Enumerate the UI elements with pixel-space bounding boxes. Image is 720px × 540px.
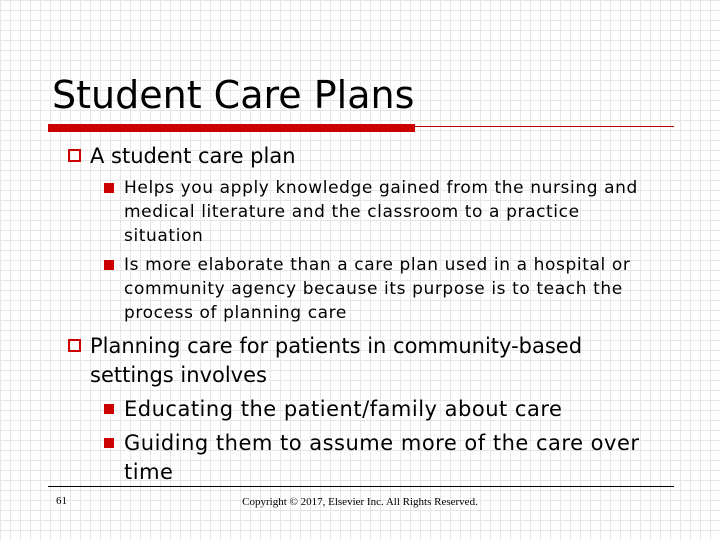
filled-square-bullet-icon xyxy=(104,260,114,270)
filled-square-bullet-icon xyxy=(104,183,114,193)
bullet-text: A student care plan xyxy=(90,144,296,168)
hollow-square-bullet-icon xyxy=(68,339,81,352)
title-underline-thin xyxy=(415,126,674,127)
slide-title: Student Care Plans xyxy=(52,73,415,117)
hollow-square-bullet-icon xyxy=(68,149,81,162)
page-number: 61 xyxy=(56,495,67,507)
sub-bullet-item xyxy=(104,176,664,248)
sub-bullet-text: Guiding them to assume more of the care over time xyxy=(124,431,640,484)
sub-bullet-item xyxy=(104,253,664,325)
filled-square-bullet-icon xyxy=(104,438,114,448)
copyright-notice: Copyright © 2017, Elsevier Inc. All Rights Reserved. xyxy=(242,496,478,508)
sub-bullet-item xyxy=(104,429,649,487)
sub-bullet-text: Helps you apply knowledge gained from the nursing and medical literature and the classroom to a practice situation xyxy=(124,178,638,246)
bullet-item xyxy=(68,142,678,171)
sub-bullet-text: Is more elaborate than a care plan used in a hospital or community agency because its purpose is to teach the process of planning care xyxy=(124,255,631,323)
sub-bullet-item xyxy=(104,395,664,424)
filled-square-bullet-icon xyxy=(104,404,114,414)
title-underline-accent xyxy=(48,124,415,132)
sub-bullet-text: Educating the patient/family about care xyxy=(124,397,563,421)
bullet-text: Planning care for patients in community-based settings involves xyxy=(90,334,583,387)
bullet-item xyxy=(68,332,668,390)
footer-divider xyxy=(48,486,674,487)
